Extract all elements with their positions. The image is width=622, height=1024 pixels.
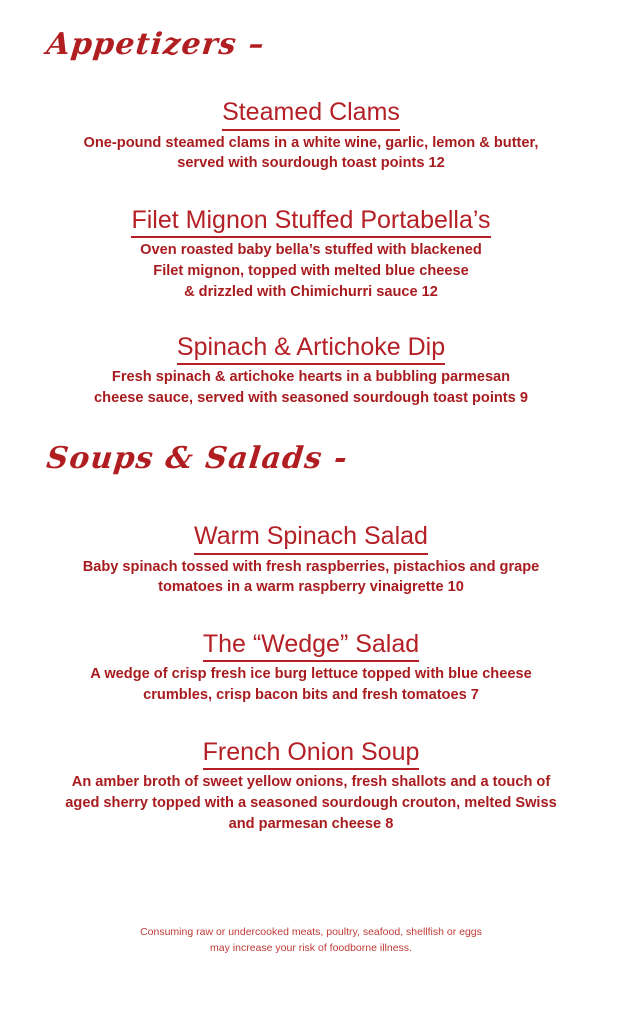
menu-item-title	[12, 98, 610, 131]
description-line: A wedge of crisp fresh ice burg lettuce topped with blue cheese	[90, 666, 532, 683]
section-heading-appetizers: Appetizers –	[44, 27, 267, 62]
menu-item-description	[12, 772, 610, 834]
menu-item-title-text: Warm Spinach Salad	[194, 522, 428, 555]
section-items-soups-and-salads	[0, 522, 622, 835]
menu-item-description	[12, 133, 610, 174]
menu-item-description	[12, 664, 610, 705]
menu-item-title	[12, 738, 610, 771]
menu-item-title	[12, 630, 610, 663]
menu-item-title-text: The “Wedge” Salad	[203, 630, 419, 663]
menu-item-title-text: Spinach & Artichoke Dip	[177, 333, 445, 366]
description-line: and parmesan cheese 8	[228, 815, 394, 832]
description-line: One-pound steamed clams in a white wine, garlic, lemon & butter,	[83, 134, 539, 151]
disclaimer-line: Consuming raw or undercooked meats, poultry, seafood, shellfish or eggs	[140, 926, 482, 938]
menu-item-title-text: French Onion Soup	[203, 738, 420, 771]
menu-section-soups-and-salads	[0, 441, 622, 835]
menu-item-steamed-clams	[12, 98, 610, 174]
description-line: crumbles, crisp bacon bits and fresh tomatoes 7	[143, 687, 479, 704]
description-line: Baby spinach tossed with fresh raspberries, pistachios and grape	[82, 558, 540, 575]
menu-section-appetizers	[0, 27, 622, 409]
menu-item-description	[12, 240, 610, 302]
disclaimer-line: may increase your risk of foodborne illness.	[210, 941, 412, 954]
menu-item-wedge-salad	[12, 630, 610, 706]
description-line: An amber broth of sweet yellow onions, fresh shallots and a touch of	[71, 774, 551, 791]
menu-item-description	[12, 367, 610, 408]
menu-item-title-text: Steamed Clams	[222, 98, 400, 131]
section-items-appetizers	[0, 98, 622, 409]
description-line: Oven roasted baby bella’s stuffed with blackened	[140, 242, 482, 259]
menu-item-description	[12, 557, 610, 598]
description-line: Filet mignon, topped with melted blue cheese	[153, 263, 469, 280]
description-line: served with sourdough toast points 12	[177, 155, 445, 172]
menu-item-title	[12, 522, 610, 555]
menu-item-filet-mignon-stuffed-portabellas	[12, 206, 610, 303]
description-line: Fresh spinach & artichoke hearts in a bubbling parmesan	[111, 369, 511, 386]
menu-item-french-onion-soup	[12, 738, 610, 835]
description-line: & drizzled with Chimichurri sauce 12	[184, 283, 438, 300]
description-line: tomatoes in a warm raspberry vinaigrette 10	[158, 579, 464, 596]
section-heading-soups-and-salads: Soups & Salads -	[44, 441, 350, 476]
menu-item-warm-spinach-salad	[12, 522, 610, 598]
description-line: cheese sauce, served with seasoned sourdough toast points 9	[94, 389, 528, 406]
menu-item-title	[12, 206, 610, 239]
menu-item-title-text: Filet Mignon Stuffed Portabella’s	[131, 206, 490, 239]
menu-item-spinach-artichoke-dip	[12, 333, 610, 409]
menu-item-title	[12, 333, 610, 366]
description-line: aged sherry topped with a seasoned sourdough crouton, melted Swiss	[65, 795, 557, 812]
foodborne-illness-disclaimer	[0, 925, 622, 957]
